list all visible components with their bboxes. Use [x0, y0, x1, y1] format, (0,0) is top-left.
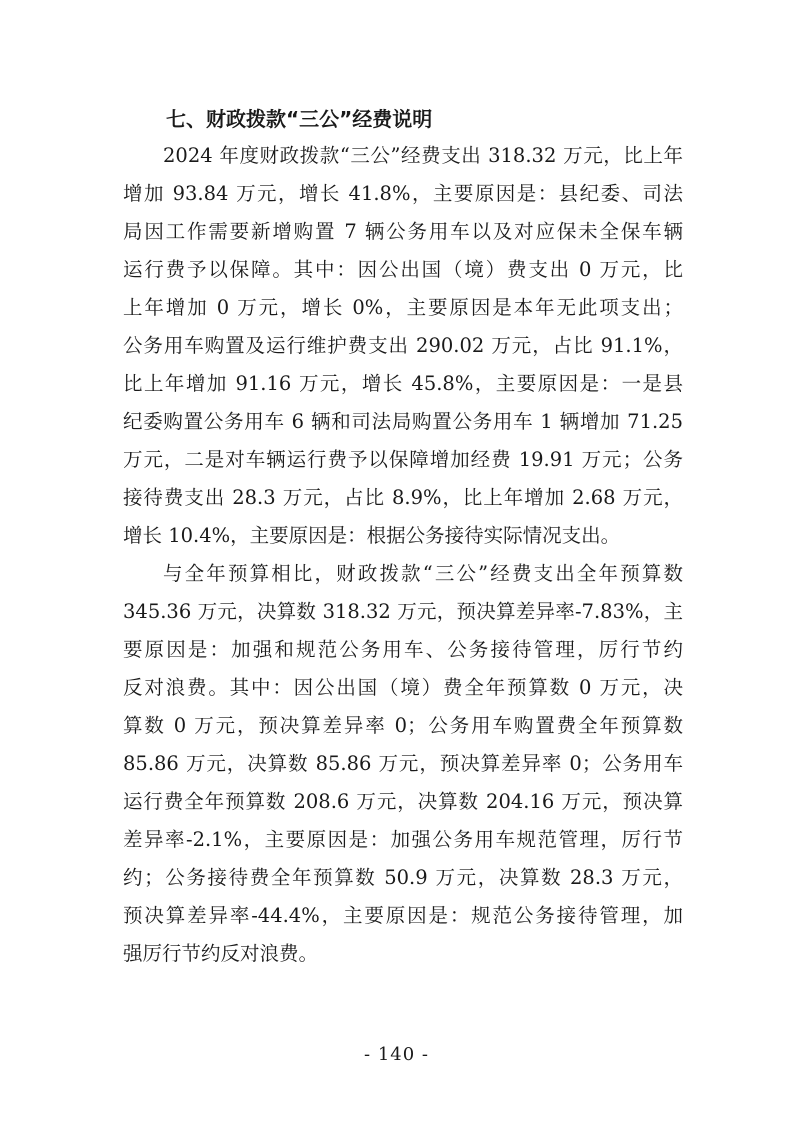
paragraph-1-line: 接待费支出 28.3 万元，占比 8.9%，比上年增加 2.68 万元，	[123, 486, 683, 509]
section-heading: 七、财政拨款“三公”经费说明	[166, 107, 433, 131]
paragraph-2-line: 345.36 万元，决算数 318.32 万元，预决算差异率-7.83%，主	[123, 600, 683, 623]
paragraph-1-line: 2024 年度财政拨款“三公”经费支出 318.32 万元，比上年	[163, 144, 683, 167]
paragraph-2-line: 强厉行节约反对浪费。	[123, 942, 319, 965]
paragraph-2-line: 反对浪费。其中：因公出国（境）费全年预算数 0 万元，决	[123, 676, 683, 699]
paragraph-1-line: 增长 10.4%，主要原因是：根据公务接待实际情况支出。	[123, 524, 621, 547]
paragraph-1-line: 局因工作需要新增购置 7 辆公务用车以及对应保未全保车辆	[123, 220, 683, 243]
paragraph-2-line: 与全年预算相比，财政拨款“三公”经费支出全年预算数	[163, 562, 683, 585]
paragraph-2-line: 约；公务接待费全年预算数 50.9 万元，决算数 28.3 万元，	[123, 866, 683, 889]
paragraph-1-line: 上年增加 0 万元，增长 0%，主要原因是本年无此项支出；	[123, 296, 683, 319]
paragraph-1-line: 运行费予以保障。其中：因公出国（境）费支出 0 万元，比	[123, 258, 683, 281]
paragraph-2-line: 要原因是：加强和规范公务用车、公务接待管理，厉行节约	[123, 638, 683, 661]
paragraph-2-line: 差异率-2.1%，主要原因是：加强公务用车规范管理，厉行节	[123, 828, 683, 851]
paragraph-2-line: 算数 0 万元，预决算差异率 0；公务用车购置费全年预算数	[123, 714, 683, 737]
page-number: - 140 -	[364, 1044, 429, 1065]
paragraph-2-line: 预决算差异率-44.4%，主要原因是：规范公务接待管理，加	[123, 904, 683, 927]
paragraph-1-line: 纪委购置公务用车 6 辆和司法局购置公务用车 1 辆增加 71.25	[123, 410, 683, 433]
paragraph-1-line: 增加 93.84 万元，增长 41.8%，主要原因是：县纪委、司法	[123, 182, 683, 205]
paragraph-1-line: 公务用车购置及运行维护费支出 290.02 万元，占比 91.1%，	[123, 334, 683, 357]
paragraph-2-line: 85.86 万元，决算数 85.86 万元，预决算差异率 0；公务用车	[123, 752, 683, 775]
paragraph-1-line: 比上年增加 91.16 万元，增长 45.8%，主要原因是：一是县	[123, 372, 683, 395]
paragraph-2-line: 运行费全年预算数 208.6 万元，决算数 204.16 万元，预决算	[123, 790, 683, 813]
paragraph-1-line: 万元，二是对车辆运行费予以保障增加经费 19.91 万元；公务	[123, 448, 683, 471]
